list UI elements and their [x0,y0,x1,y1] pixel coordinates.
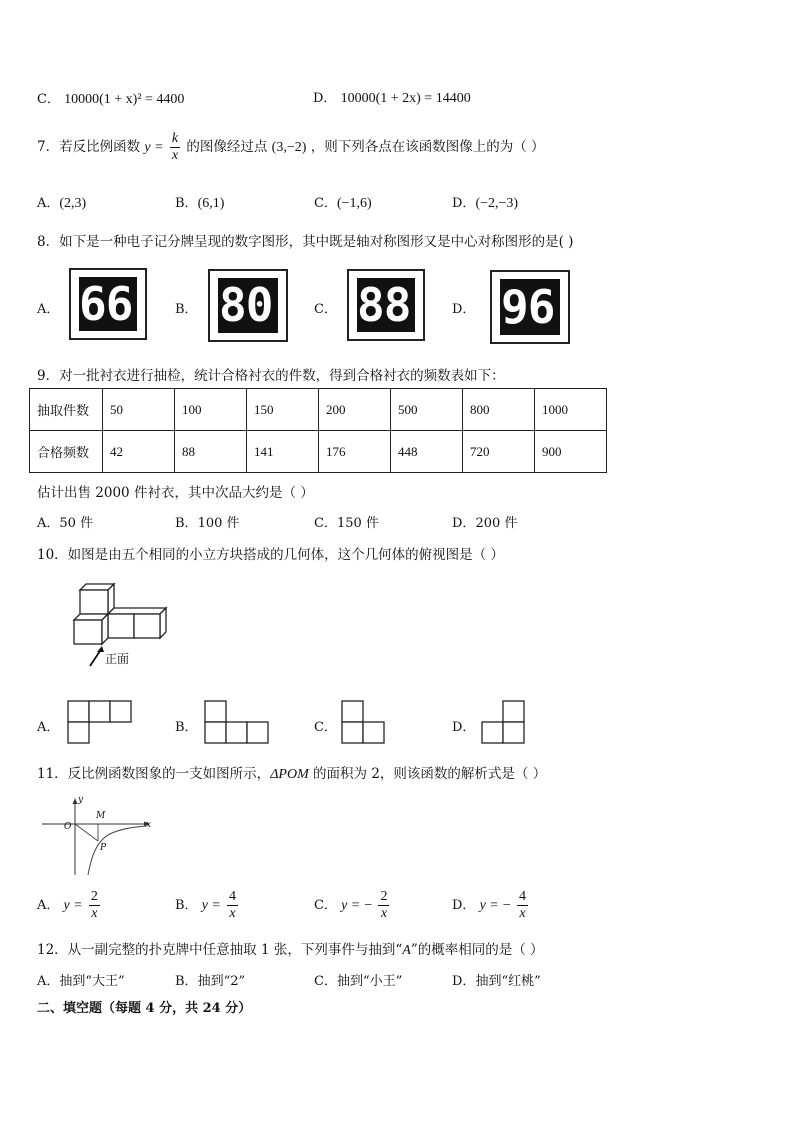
option-label: C． [314,516,337,531]
option-value: (2,3) [59,196,87,211]
table-cell: 抽取件数 [30,389,103,431]
table-cell: 800 [463,389,535,431]
q9-option-b [175,512,240,531]
option-label: C． [314,974,337,989]
sign: − [502,898,511,913]
q7-option-c [314,192,372,212]
denominator: x [171,148,179,163]
q11-option-c [314,890,391,921]
q8-option-a-label: A． [37,302,60,317]
scoreboard-digits: 96 [501,280,555,334]
graph-label-m: M [96,811,106,821]
question-text: 7．若反比例函数 [37,139,141,155]
function-lhs: y = [144,140,164,155]
function-lhs: y = [201,898,221,913]
option-label: A． [37,516,60,531]
q11-option-a [37,890,102,921]
option-label: B． [175,974,198,989]
top-view-option-a [67,700,133,744]
question-text: 11．反比例函数图象的一支如图所示， [37,766,271,782]
table-cell: 1000 [535,389,607,431]
table-cell: 500 [391,389,463,431]
q12-option-d [452,970,541,989]
q8-option-c-label: C． [314,302,337,317]
table-cell: 176 [319,431,391,473]
top-view-option-c [341,700,385,744]
q6-option-d [313,87,471,107]
sign: − [364,898,373,913]
option-label: C． [314,898,337,913]
option-value: 抽到“红桃” [475,974,541,989]
question-text: 12．从一副完整的扑克牌中任意抽取 1 张，下列事件与抽到“ [37,942,403,958]
option-label: D． [313,91,337,106]
question-8-stem: 8．如下是一种电子记分牌呈现的数字图形，其中既是轴对称图形又是中心对称图形的是( ) [37,234,574,250]
scoreboard-digits: 80 [219,278,273,332]
q11-option-b [175,890,240,921]
table-cell: 42 [103,431,175,473]
q10-option-b-label: B． [175,720,198,735]
table-cell: 448 [391,431,463,473]
scoreboard-image-d [490,270,570,344]
question-text: ”的概率相同的是（ ） [410,942,544,958]
option-label: B． [175,898,198,913]
q8-option-b-label: B． [175,302,198,317]
q9-option-a [37,512,93,531]
q9-option-c [314,512,379,531]
option-value: 抽到“小王” [336,974,403,989]
triangle-name: ΔPOM [270,767,309,782]
question-7-stem [37,132,545,163]
question-12-stem [37,938,544,959]
scoreboard-digits: 88 [357,278,411,332]
question-11-stem [37,762,546,783]
fraction-k-over-x [170,132,180,163]
question-text: 的图像经过点 [186,139,268,155]
option-label: A． [37,974,60,989]
q7-option-b [175,192,224,212]
scoreboard-image-b [208,269,288,342]
graph-label-x: x [146,820,152,830]
q8-option-d-label: D． [452,302,476,317]
option-label: D． [452,974,476,989]
option-label: B． [175,516,198,531]
hyperbola-graph [40,795,155,877]
option-value: 100 件 [197,516,240,531]
table-cell: 720 [463,431,535,473]
q10-option-c-label: C． [314,720,337,735]
scoreboard-image-a [69,268,147,340]
question-9-stem: 9．对一批衬衣进行抽检，统计合格衬衣的件数，得到合格衬衣的频数表如下： [37,368,505,384]
q7-option-d [452,192,518,212]
option-label: B． [175,196,198,211]
function-lhs: y = [479,898,499,913]
card-name: A [402,943,411,958]
q10-option-a-label: A． [37,720,60,735]
option-label: A． [37,898,60,913]
table-cell: 100 [175,389,247,431]
table-cell: 88 [175,431,247,473]
q7-option-a [37,192,86,212]
option-expression: 10000(1 + 2x) = 14400 [340,91,471,106]
option-label: C． [314,196,337,211]
option-value: 50 件 [59,516,94,531]
table-cell: 900 [535,431,607,473]
question-text: ，则下列各点在该函数图像上的为（ ） [310,139,545,155]
option-label: D． [452,196,476,211]
option-label: A． [37,196,60,211]
q10-option-d-label: D． [452,720,476,735]
option-fraction: $\frac{4}{x}$ [518,889,526,921]
frequency-table [29,388,607,473]
option-label: D． [452,516,476,531]
q12-option-b [175,970,245,989]
option-value: (−2,−3) [475,196,519,211]
front-view-label: 正面 [105,652,130,666]
option-value: 抽到“2” [197,974,246,989]
graph-label-p: P [100,843,107,853]
table-cell: 141 [247,431,319,473]
scoreboard-digits: 66 [79,277,133,331]
option-value: 150 件 [336,516,379,531]
q12-option-a [37,970,125,989]
scoreboard-image-c [347,269,425,341]
numerator: k [171,131,179,146]
function-lhs: y = [341,898,361,913]
table-cell: 50 [103,389,175,431]
q6-option-c [37,88,184,108]
option-fraction: $\frac{4}{x}$ [229,889,237,921]
option-fraction: $\frac{2}{x}$ [90,889,98,921]
table-cell: 150 [247,389,319,431]
graph-label-y: y [78,795,84,805]
option-fraction: $\frac{2}{x}$ [380,889,388,921]
option-label: C． [37,92,60,107]
option-value: (−1,6) [336,196,372,211]
option-value: (6,1) [197,196,225,211]
option-value: 200 件 [475,516,518,531]
top-view-option-d [481,700,525,744]
table-row [30,389,607,431]
section-2-heading: 二、填空题（每题 4 分，共 24 分） [37,1001,252,1016]
question-9-followup: 估计出售 2000 件衬衣，其中次品大约是（ ） [37,485,314,501]
table-cell: 合格频数 [30,431,103,473]
question-text: 的面积为 2，则该函数的解析式是（ ） [308,766,547,782]
function-lhs: y = [63,898,83,913]
table-row [30,431,607,473]
q9-option-d [452,512,517,531]
top-view-option-b [204,700,270,744]
option-expression: 10000(1 + x)² = 4400 [64,92,185,107]
graph-label-o: O [64,822,72,832]
table-cell: 200 [319,389,391,431]
q11-option-d [452,890,530,921]
option-value: 抽到“大王” [59,974,125,989]
given-point: (3,−2) [271,140,307,155]
question-10-stem: 10．如图是由五个相同的小立方块搭成的几何体，这个几何体的俯视图是（ ） [37,547,504,563]
option-label: D． [452,898,476,913]
q12-option-c [314,970,402,989]
